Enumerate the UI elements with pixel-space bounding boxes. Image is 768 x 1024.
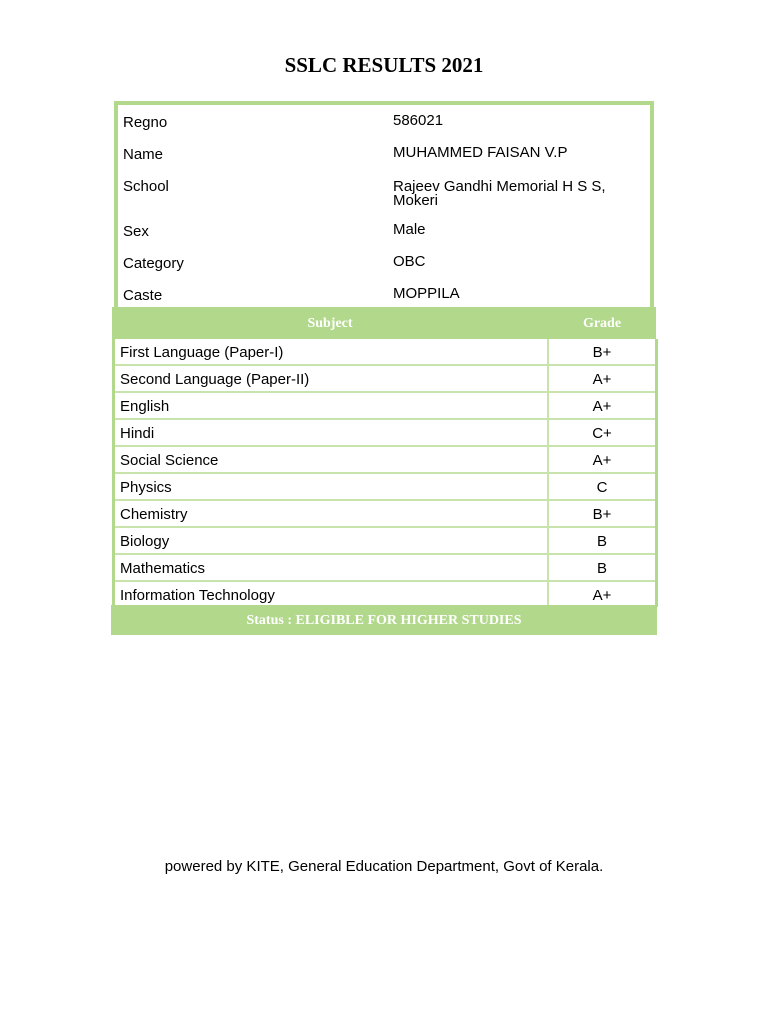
grade-column-header: Grade xyxy=(582,316,622,331)
status-banner: Status : ELIGIBLE FOR HIGHER STUDIES xyxy=(111,605,657,635)
grades-table-header xyxy=(112,307,656,339)
table-row xyxy=(115,339,655,366)
grade-cell: A+ xyxy=(592,452,612,469)
subject-cell: First Language (Paper-I) xyxy=(120,344,284,361)
subject-cell: Physics xyxy=(120,479,172,496)
grade-cell: A+ xyxy=(592,371,612,388)
subject-cell: Hindi xyxy=(120,425,155,442)
subject-cell: English xyxy=(120,398,170,415)
student-info-box xyxy=(114,101,654,311)
regno-label: Regno xyxy=(123,114,168,131)
table-row xyxy=(115,474,655,501)
name-label: Name xyxy=(123,146,164,163)
sex-value: Male xyxy=(393,221,426,238)
grade-cell: B xyxy=(596,560,607,577)
table-row xyxy=(115,555,655,582)
school-value: Rajeev Gandhi Memorial H S S, Mokeri xyxy=(393,178,606,209)
category-value: OBC xyxy=(393,253,426,270)
subject-cell: Information Technology xyxy=(120,587,275,604)
grade-cell: C xyxy=(596,479,608,496)
table-row xyxy=(115,420,655,447)
grade-cell: B+ xyxy=(592,344,612,361)
table-row xyxy=(115,393,655,420)
grade-cell: B+ xyxy=(592,506,612,523)
subject-cell: Chemistry xyxy=(120,506,188,523)
table-row xyxy=(115,528,655,555)
subject-cell: Mathematics xyxy=(120,560,206,577)
page-title: SSLC RESULTS 2021 xyxy=(284,53,484,77)
table-row xyxy=(115,501,655,528)
subject-cell: Biology xyxy=(120,533,170,550)
table-row xyxy=(115,447,655,474)
table-row xyxy=(115,582,655,607)
table-row xyxy=(115,366,655,393)
grades-table xyxy=(112,339,658,607)
regno-value: 586021 xyxy=(393,112,444,129)
footer-credit: powered by KITE, General Education Department, Govt of Kerala. xyxy=(164,858,604,875)
grade-cell: B xyxy=(596,533,607,550)
caste-value: MOPPILA xyxy=(393,285,460,302)
subject-cell: Social Science xyxy=(120,452,219,469)
name-value: MUHAMMED FAISAN V.P xyxy=(393,144,568,161)
caste-label: Caste xyxy=(123,287,163,304)
subject-column-header: Subject xyxy=(307,316,353,331)
sex-label: Sex xyxy=(123,223,149,240)
grade-cell: C+ xyxy=(592,425,612,442)
grade-cell: A+ xyxy=(592,398,612,415)
school-label: School xyxy=(123,178,169,195)
grade-cell: A+ xyxy=(592,587,612,604)
subject-cell: Second Language (Paper-II) xyxy=(120,371,310,388)
category-label: Category xyxy=(123,255,184,272)
